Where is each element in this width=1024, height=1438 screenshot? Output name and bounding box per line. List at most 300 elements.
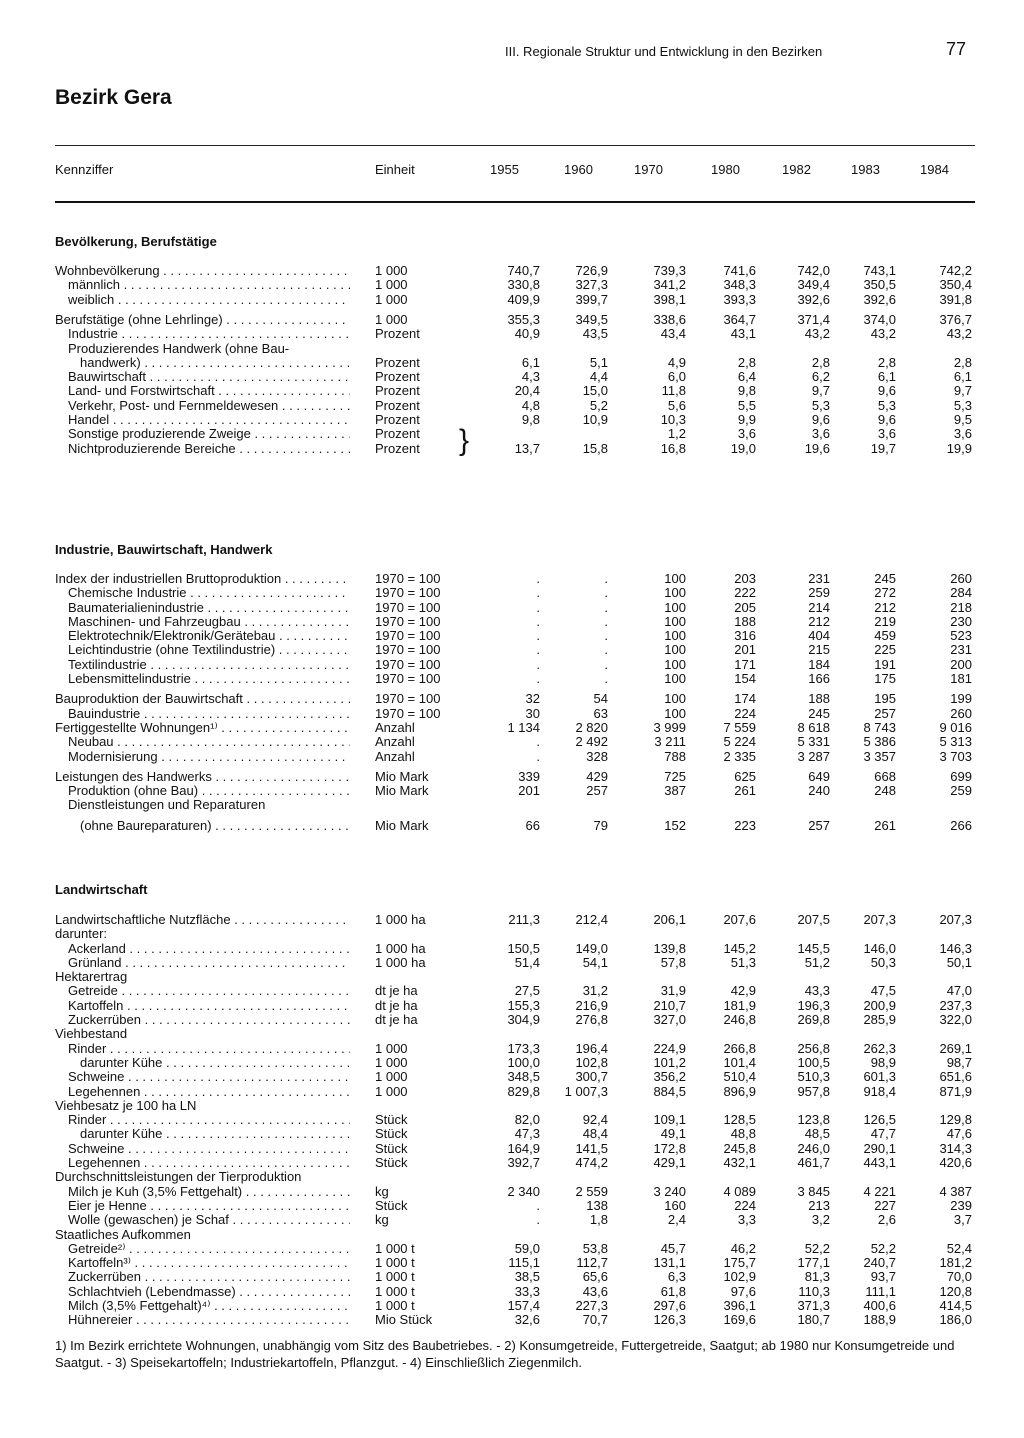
cell-value: 269,8 [797, 1012, 830, 1027]
cell-value: 128,5 [723, 1112, 756, 1127]
table-row [0, 998, 1024, 1013]
cell-value: 20,4 [514, 383, 540, 398]
row-unit: Mio Mark [375, 783, 429, 798]
cell-value: 15,0 [582, 383, 608, 398]
cell-value: 6,1 [877, 369, 896, 384]
table-row [0, 720, 1024, 735]
table-row [0, 912, 1024, 927]
cell-value: 82,0 [514, 1112, 540, 1127]
cell-value: 40,9 [514, 326, 540, 341]
cell-value: 8 743 [863, 720, 896, 735]
cell-value: 146,3 [939, 941, 972, 956]
cell-value: 245 [808, 706, 830, 721]
cell-value: 218 [950, 600, 972, 615]
cell-value: 260 [950, 571, 972, 586]
cell-value: 245 [874, 571, 896, 586]
cell-value: . [536, 628, 540, 643]
row-label: Sonstige produzierende Zweige . . . [68, 426, 350, 441]
cell-value: . [604, 657, 608, 672]
row-unit: Prozent [375, 426, 420, 441]
cell-value: . [536, 1198, 540, 1213]
row-unit: 1 000 [375, 1041, 408, 1056]
cell-value: 284 [950, 585, 972, 600]
row-unit: Prozent [375, 326, 420, 341]
row-label: Verkehr, Post- und Fernmeldewesen . . . [68, 398, 350, 413]
cell-value: 188 [734, 614, 756, 629]
table-row [0, 1069, 1024, 1084]
table-row [0, 671, 1024, 686]
row-label: (ohne Baureparaturen) . . . [80, 818, 350, 833]
row-label: darunter Kühe . . . [80, 1055, 350, 1070]
cell-value: 2 559 [575, 1184, 608, 1199]
cell-value: 266,8 [723, 1041, 756, 1056]
cell-value: 272 [874, 585, 896, 600]
table-row [0, 1098, 1024, 1113]
cell-value: 31,9 [660, 983, 686, 998]
cell-value: 149,0 [575, 941, 608, 956]
cell-value: 111,1 [865, 1284, 896, 1299]
cell-value: 322,0 [939, 1012, 972, 1027]
cell-value: 743,1 [863, 263, 896, 278]
cell-value: 42,9 [730, 983, 756, 998]
cell-value: 131,1 [653, 1255, 686, 1270]
cell-value: 392,6 [797, 292, 830, 307]
cell-value: 160 [664, 1198, 686, 1213]
column-header-unit: Einheit [375, 162, 415, 177]
cell-value: 3,7 [953, 1212, 972, 1227]
cell-value: 2 820 [575, 720, 608, 735]
cell-value: 2 340 [507, 1184, 540, 1199]
cell-value: 409,9 [507, 292, 540, 307]
cell-value: 414,5 [939, 1298, 972, 1313]
cell-value: 2,8 [811, 355, 830, 370]
cell-value: 200,9 [863, 998, 896, 1013]
cell-value: 207,3 [939, 912, 972, 927]
cell-value: 4,3 [521, 369, 540, 384]
cell-value: 9,6 [877, 383, 896, 398]
cell-value: 100 [664, 600, 686, 615]
row-label: Hühnereier . . . [68, 1312, 350, 1327]
row-unit: 1 000 [375, 292, 408, 307]
row-unit: 1 000 t [375, 1269, 415, 1284]
cell-value: 201 [734, 642, 756, 657]
table-row [0, 426, 1024, 441]
cell-value: 48,4 [582, 1126, 608, 1141]
cell-value: 224,9 [653, 1041, 686, 1056]
cell-value: 201 [518, 783, 540, 798]
cell-value: 146,0 [863, 941, 896, 956]
row-label: Rinder . . . [68, 1112, 350, 1127]
cell-value: 45,7 [660, 1241, 686, 1256]
cell-value: 100 [664, 691, 686, 706]
cell-value: 649 [808, 769, 830, 784]
cell-value: 741,6 [723, 263, 756, 278]
cell-value: 2 492 [575, 734, 608, 749]
cell-value: 9,8 [521, 412, 540, 427]
cell-value: 239 [950, 1198, 972, 1213]
row-unit: 1 000 [375, 263, 408, 278]
cell-value: 341,2 [653, 277, 686, 292]
cell-value: 50,1 [946, 955, 972, 970]
table-row [0, 600, 1024, 615]
cell-value: 181 [950, 671, 972, 686]
row-label: Kartoffeln³⁾ . . . [68, 1255, 350, 1270]
cell-value: 65,6 [582, 1269, 608, 1284]
cell-value: 101,4 [723, 1055, 756, 1070]
cell-value: 10,9 [582, 412, 608, 427]
cell-value: 6,0 [667, 369, 686, 384]
cell-value: 92,4 [582, 1112, 608, 1127]
cell-value: 328 [586, 749, 608, 764]
row-unit: Stück [375, 1112, 408, 1127]
table-row [0, 292, 1024, 307]
cell-value: 391,8 [939, 292, 972, 307]
row-label: Chemische Industrie . . . [68, 585, 350, 600]
cell-value: 11,8 [661, 383, 686, 398]
cell-value: 248 [874, 783, 896, 798]
row-label: Bauwirtschaft . . . [68, 369, 350, 384]
row-label: Modernisierung . . . [68, 749, 350, 764]
cell-value: 240 [808, 783, 830, 798]
cell-value: 4,4 [589, 369, 608, 384]
row-label: darunter Kühe . . . [80, 1126, 350, 1141]
table-row [0, 1155, 1024, 1170]
cell-value: 4,8 [521, 398, 540, 413]
row-unit: Stück [375, 1141, 408, 1156]
cell-value: 237,3 [939, 998, 972, 1013]
cell-value: 5,3 [811, 398, 830, 413]
cell-value: 112,7 [576, 1255, 608, 1270]
cell-value: 52,4 [946, 1241, 972, 1256]
row-label: Wolle (gewaschen) je Schaf . . . [68, 1212, 350, 1227]
table-row [0, 797, 1024, 812]
cell-value: 668 [874, 769, 896, 784]
cell-value: 216,9 [575, 998, 608, 1013]
table-row [0, 1126, 1024, 1141]
cell-value: . [604, 585, 608, 600]
cell-value: 166 [808, 671, 830, 686]
cell-value: 210,7 [653, 998, 686, 1013]
table-row [0, 1184, 1024, 1199]
row-unit: 1 000 t [375, 1284, 415, 1299]
cell-value: 5,3 [953, 398, 972, 413]
cell-value: 180,7 [797, 1312, 830, 1327]
row-unit: Prozent [375, 441, 420, 456]
cell-value: 788 [664, 749, 686, 764]
table-row [0, 1241, 1024, 1256]
table-row [0, 614, 1024, 629]
section-title: Landwirtschaft [55, 882, 148, 897]
cell-value: 196,4 [575, 1041, 608, 1056]
cell-value: 7 559 [723, 720, 756, 735]
row-unit: 1 000 ha [375, 941, 426, 956]
cell-value: 510,4 [723, 1069, 756, 1084]
row-unit: 1 000 [375, 277, 408, 292]
cell-value: 19,9 [946, 441, 972, 456]
cell-value: 5,3 [877, 398, 896, 413]
column-header-year: 1955 [490, 162, 519, 177]
cell-value: 115,1 [508, 1255, 540, 1270]
cell-value: 259 [950, 783, 972, 798]
cell-value: 3 703 [939, 749, 972, 764]
section-title: Industrie, Bauwirtschaft, Handwerk [55, 542, 273, 557]
cell-value: 231 [808, 571, 830, 586]
cell-value: 304,9 [507, 1012, 540, 1027]
cell-value: 350,5 [863, 277, 896, 292]
cell-value: 2,6 [877, 1212, 896, 1227]
row-unit: 1970 = 100 [375, 571, 441, 586]
table-row [0, 941, 1024, 956]
row-unit: Anzahl [375, 734, 415, 749]
row-label: weiblich . . . [68, 292, 350, 307]
cell-value: 257 [808, 818, 830, 833]
cell-value: 339 [518, 769, 540, 784]
cell-value: 297,6 [653, 1298, 686, 1313]
cell-value: 396,1 [723, 1298, 756, 1313]
cell-value: 184 [808, 657, 830, 672]
cell-value: 195 [874, 691, 896, 706]
cell-value: 139,8 [653, 941, 686, 956]
cell-value: 350,4 [939, 277, 972, 292]
table-row [0, 1026, 1024, 1041]
cell-value: 222 [734, 585, 756, 600]
cell-value: 261 [874, 818, 896, 833]
cell-value: 5,6 [667, 398, 686, 413]
table-row [0, 1255, 1024, 1270]
cell-value: 211,3 [508, 912, 540, 927]
cell-value: 15,8 [582, 441, 608, 456]
cell-value: 8 618 [797, 720, 830, 735]
cell-value: 6,1 [953, 369, 972, 384]
cell-value: 259 [808, 585, 830, 600]
table-row [0, 983, 1024, 998]
cell-value: 896,9 [723, 1084, 756, 1099]
cell-value: 47,7 [870, 1126, 896, 1141]
table-row [0, 1041, 1024, 1056]
cell-value: 739,3 [653, 263, 686, 278]
cell-value: 2,4 [667, 1212, 686, 1227]
merged-values-brace: } [459, 424, 470, 457]
cell-value: 349,4 [797, 277, 830, 292]
row-label: Leistungen des Handwerks . . . [55, 769, 350, 784]
cell-value: 100,5 [797, 1055, 830, 1070]
cell-value: 9,8 [737, 383, 756, 398]
cell-value: 3,6 [811, 426, 830, 441]
cell-value: 432,1 [723, 1155, 756, 1170]
row-unit: 1 000 [375, 312, 408, 327]
cell-value: 33,3 [514, 1284, 540, 1299]
cell-value: 164,9 [507, 1141, 540, 1156]
cell-value: 203 [734, 571, 756, 586]
row-label: Index der industriellen Bruttoproduktion . . . [55, 571, 350, 586]
cell-value: 43,1 [730, 326, 756, 341]
cell-value: 376,7 [939, 312, 972, 327]
cell-value: 327,0 [653, 1012, 686, 1027]
table-row [0, 628, 1024, 643]
cell-value: 10,3 [660, 412, 686, 427]
cell-value: 100 [664, 571, 686, 586]
cell-value: 123,8 [797, 1112, 830, 1127]
cell-value: 138 [586, 1198, 608, 1213]
cell-value: 6,4 [737, 369, 756, 384]
cell-value: 5 331 [797, 734, 830, 749]
cell-value: 260 [950, 706, 972, 721]
row-unit: Prozent [375, 412, 420, 427]
table-row [0, 969, 1024, 984]
row-unit: 1970 = 100 [375, 657, 441, 672]
cell-value: 5 224 [723, 734, 756, 749]
cell-value: 230 [950, 614, 972, 629]
cell-value: 601,3 [863, 1069, 896, 1084]
row-label: Produktion (ohne Bau) . . . [68, 783, 350, 798]
row-label: Baumaterialienindustrie . . . [68, 600, 350, 615]
cell-value: . [604, 571, 608, 586]
row-unit: 1 000 [375, 1084, 408, 1099]
cell-value: 257 [874, 706, 896, 721]
table-row [0, 955, 1024, 970]
cell-value: 43,6 [582, 1284, 608, 1299]
cell-value: 429,1 [653, 1155, 686, 1170]
cell-value: 316 [734, 628, 756, 643]
cell-value: 740,7 [507, 263, 540, 278]
cell-value: 169,6 [723, 1312, 756, 1327]
cell-value: 245,8 [723, 1141, 756, 1156]
cell-value: 246,0 [797, 1141, 830, 1156]
row-label: Milch je Kuh (3,5% Fettgehalt) . . . [68, 1184, 350, 1199]
cell-value: 173,3 [507, 1041, 540, 1056]
cell-value: 181,9 [723, 998, 756, 1013]
cell-value: . [536, 749, 540, 764]
cell-value: 50,3 [870, 955, 896, 970]
cell-value: 97,6 [730, 1284, 756, 1299]
row-unit: 1 000 t [375, 1241, 415, 1256]
row-unit: 1970 = 100 [375, 671, 441, 686]
cell-value: 2,8 [877, 355, 896, 370]
table-row [0, 326, 1024, 341]
cell-value: 30 [525, 706, 540, 721]
cell-value: 231 [950, 642, 972, 657]
cell-value: 174 [734, 691, 756, 706]
cell-value: 884,5 [653, 1084, 686, 1099]
row-unit: 1970 = 100 [375, 628, 441, 643]
cell-value: 54,1 [582, 955, 608, 970]
cell-value: 300,7 [575, 1069, 608, 1084]
row-label: Schlachtvieh (Lebendmasse) . . . [68, 1284, 350, 1299]
cell-value: 262,3 [863, 1041, 896, 1056]
row-label: Getreide . . . [68, 983, 350, 998]
cell-value: 4,9 [667, 355, 686, 370]
cell-value: 207,5 [797, 912, 830, 927]
cell-value: 172,8 [653, 1141, 686, 1156]
row-label: Neubau . . . [68, 734, 350, 749]
cell-value: 47,0 [946, 983, 972, 998]
row-label: Leichtindustrie (ohne Textilindustrie) . . . [68, 642, 350, 657]
cell-value: 224 [734, 1198, 756, 1213]
cell-value: 98,9 [870, 1055, 896, 1070]
cell-value: 348,3 [723, 277, 756, 292]
cell-value: 9,7 [953, 383, 972, 398]
cell-value: 4 221 [863, 1184, 896, 1199]
table-row [0, 1227, 1024, 1242]
table-row [0, 341, 1024, 356]
cell-value: 52,2 [870, 1241, 896, 1256]
cell-value: . [536, 614, 540, 629]
cell-value: 6,2 [811, 369, 830, 384]
cell-value: 3,6 [877, 426, 896, 441]
cell-value: 2,8 [953, 355, 972, 370]
cell-value: 54 [593, 691, 608, 706]
row-unit: 1970 = 100 [375, 585, 441, 600]
cell-value: 171 [734, 657, 756, 672]
row-unit: dt je ha [375, 983, 418, 998]
cell-value: 188 [808, 691, 830, 706]
cell-value: 79 [593, 818, 608, 833]
cell-value: 1 007,3 [564, 1084, 608, 1099]
row-label: Produzierendes Handwerk (ohne Bau- [68, 341, 290, 356]
cell-value: 219 [874, 614, 896, 629]
cell-value: 98,7 [946, 1055, 972, 1070]
table-row [0, 691, 1024, 706]
cell-value: . [536, 671, 540, 686]
cell-value: 43,4 [660, 326, 686, 341]
cell-value: 110,3 [798, 1284, 830, 1299]
cell-value: 150,5 [507, 941, 540, 956]
cell-value: 224 [734, 706, 756, 721]
cell-value: 19,0 [730, 441, 756, 456]
cell-value: 196,3 [797, 998, 830, 1013]
row-unit: kg [375, 1184, 389, 1199]
cell-value: 742,0 [797, 263, 830, 278]
table-row [0, 1198, 1024, 1213]
cell-value: 57,8 [660, 955, 686, 970]
cell-value: 726,9 [575, 263, 608, 278]
cell-value: . [536, 585, 540, 600]
row-label: Rinder . . . [68, 1041, 350, 1056]
cell-value: 100 [664, 657, 686, 672]
cell-value: 9,6 [811, 412, 830, 427]
cell-value: 120,8 [939, 1284, 972, 1299]
cell-value: 47,3 [514, 1126, 540, 1141]
cell-value: 699 [950, 769, 972, 784]
cell-value: 141,5 [575, 1141, 608, 1156]
table-row [0, 441, 1024, 456]
running-head: III. Regionale Struktur und Entwicklung in den Bezirken [505, 44, 823, 59]
cell-value: 109,1 [653, 1112, 686, 1127]
cell-value: 5 386 [863, 734, 896, 749]
table-row [0, 355, 1024, 370]
cell-value: 461,7 [797, 1155, 830, 1170]
cell-value: 38,5 [514, 1269, 540, 1284]
row-label: Zuckerrüben . . . [68, 1012, 350, 1027]
table-row [0, 783, 1024, 798]
table-row [0, 749, 1024, 764]
cell-value: 43,2 [870, 326, 896, 341]
cell-value: 154 [734, 671, 756, 686]
cell-value: 52,2 [804, 1241, 830, 1256]
cell-value: . [536, 1212, 540, 1227]
cell-value: 5,1 [589, 355, 608, 370]
cell-value: 61,8 [660, 1284, 686, 1299]
cell-value: 100 [664, 642, 686, 657]
row-label: Fertiggestellte Wohnungen¹⁾ . . . [55, 720, 350, 735]
row-label: Land- und Forstwirtschaft . . . [68, 383, 350, 398]
cell-value: 9,6 [877, 412, 896, 427]
cell-value: 181,2 [939, 1255, 972, 1270]
cell-value: 102,9 [723, 1269, 756, 1284]
cell-value: 829,8 [507, 1084, 540, 1099]
cell-value: 443,1 [863, 1155, 896, 1170]
cell-value: 212 [874, 600, 896, 615]
